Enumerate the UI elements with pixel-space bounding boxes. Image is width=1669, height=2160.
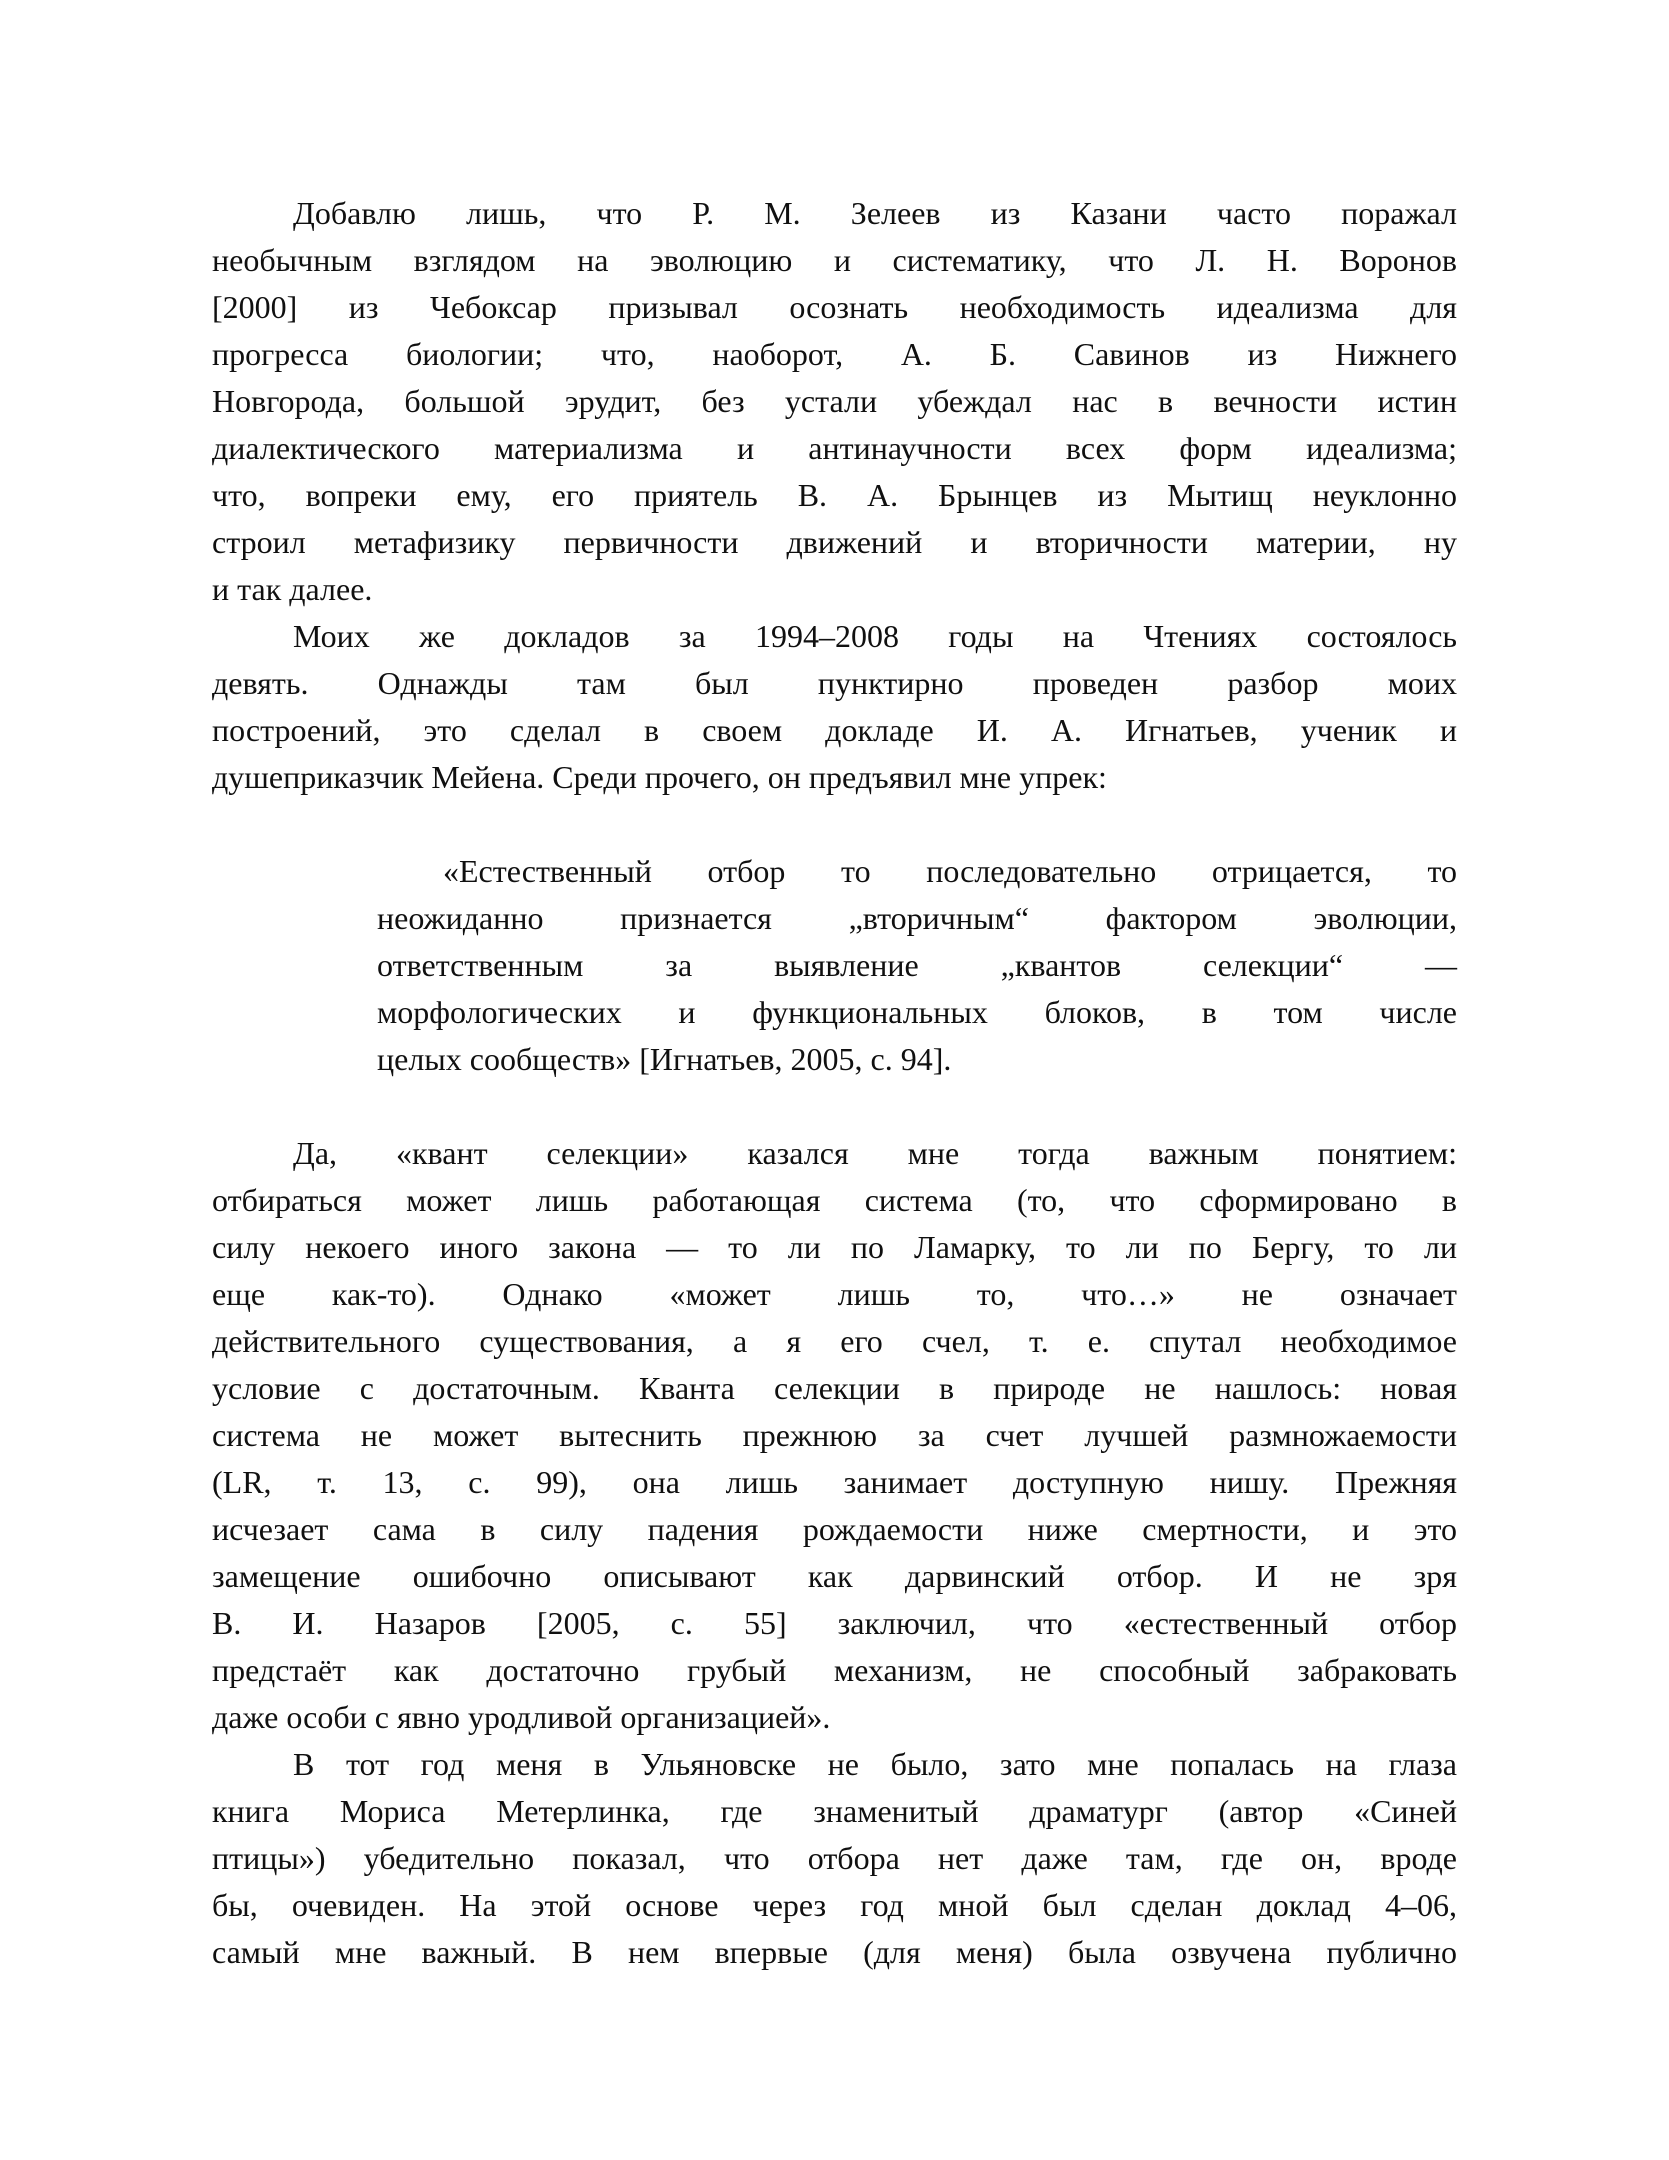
text-line: [2000] из Чебоксар призывал осознать необходимость идеализма для <box>212 289 1457 325</box>
text-line: Моих же докладов за 1994–2008 годы на Чтениях состоялось <box>293 618 1457 654</box>
text-line: птицы») убедительно показал, что отбора нет даже там, где он, вроде <box>212 1840 1457 1876</box>
text-line: девять. Однажды там был пунктирно проведен разбор моих <box>212 665 1457 701</box>
text-line: даже особи с явно уродливой организацией». <box>212 1699 831 1735</box>
paragraph <box>212 613 1457 801</box>
paragraph <box>212 190 1457 613</box>
text-line: Новгорода, большой эрудит, без устали убеждал нас в вечности истин <box>212 383 1457 419</box>
text-line: отбираться может лишь работающая система (то, что сформировано в <box>212 1182 1457 1218</box>
text-block <box>212 190 1457 1976</box>
text-line: В тот год меня в Ульяновске не было, зато мне попалась на глаза <box>293 1746 1457 1782</box>
text-line: (LR, т. 13, с. 99), она лишь занимает доступную нишу. Прежняя <box>212 1464 1457 1500</box>
text-line: предстаёт как достаточно грубый механизм, не способный забраковать <box>212 1652 1457 1688</box>
text-line: целых сообществ» [Игнатьев, 2005, с. 94]. <box>377 1041 952 1077</box>
text-line: ответственным за выявление „квантов селекции“ — <box>377 947 1457 983</box>
text-line: диалектического материализма и антинаучности всех форм идеализма; <box>212 430 1457 466</box>
paragraph <box>212 1741 1457 1976</box>
paragraph <box>212 1130 1457 1741</box>
text-line: бы, очевиден. На этой основе через год мной был сделан доклад 4–06, <box>212 1887 1457 1923</box>
text-line: Да, «квант селекции» казался мне тогда важным понятием: <box>293 1135 1457 1171</box>
text-line: В. И. Назаров [2005, с. 55] заключил, что «естественный отбор <box>212 1605 1457 1641</box>
text-line: Добавлю лишь, что Р. М. Зелеев из Казани часто поражал <box>293 195 1457 231</box>
text-line: неожиданно признается „вторичным“ фактором эволюции, <box>377 900 1457 936</box>
text-line: самый мне важный. В нем впервые (для меня) была озвучена публично <box>212 1934 1457 1970</box>
block-quote <box>377 848 1457 1083</box>
text-line: замещение ошибочно описывают как дарвинский отбор. И не зря <box>212 1558 1457 1594</box>
text-line: «Естественный отбор то последовательно отрицается, то <box>443 853 1457 889</box>
text-line: условие с достаточным. Кванта селекции в природе не нашлось: новая <box>212 1370 1457 1406</box>
text-line: и так далее. <box>212 571 373 607</box>
text-line: строил метафизику первичности движений и вторичности материи, ну <box>212 524 1457 560</box>
text-line: действительного существования, а я его счел, т. е. спутал необходимое <box>212 1323 1457 1359</box>
text-line: еще как-то). Однако «может лишь то, что…» не означает <box>212 1276 1457 1312</box>
text-line: душеприказчик Мейена. Среди прочего, он предъявил мне упрек: <box>212 759 1107 795</box>
text-line: исчезает сама в силу падения рождаемости ниже смертности, и это <box>212 1511 1457 1547</box>
text-line: прогресса биологии; что, наоборот, А. Б. Савинов из Нижнего <box>212 336 1457 372</box>
text-line: морфологических и функциональных блоков, в том числе <box>377 994 1457 1030</box>
text-line: что, вопреки ему, его приятель В. А. Брынцев из Мытищ неуклонно <box>212 477 1457 513</box>
text-line: необычным взглядом на эволюцию и систематику, что Л. Н. Воронов <box>212 242 1457 278</box>
text-line: построений, это сделал в своем докладе И. А. Игнатьев, ученик и <box>212 712 1457 748</box>
text-line: силу некоего иного закона — то ли по Ламарку, то ли по Бергу, то ли <box>212 1229 1457 1265</box>
text-line: система не может вытеснить прежнюю за счет лучшей размножаемости <box>212 1417 1457 1453</box>
text-line: книга Мориса Метерлинка, где знаменитый драматург (автор «Синей <box>212 1793 1457 1829</box>
